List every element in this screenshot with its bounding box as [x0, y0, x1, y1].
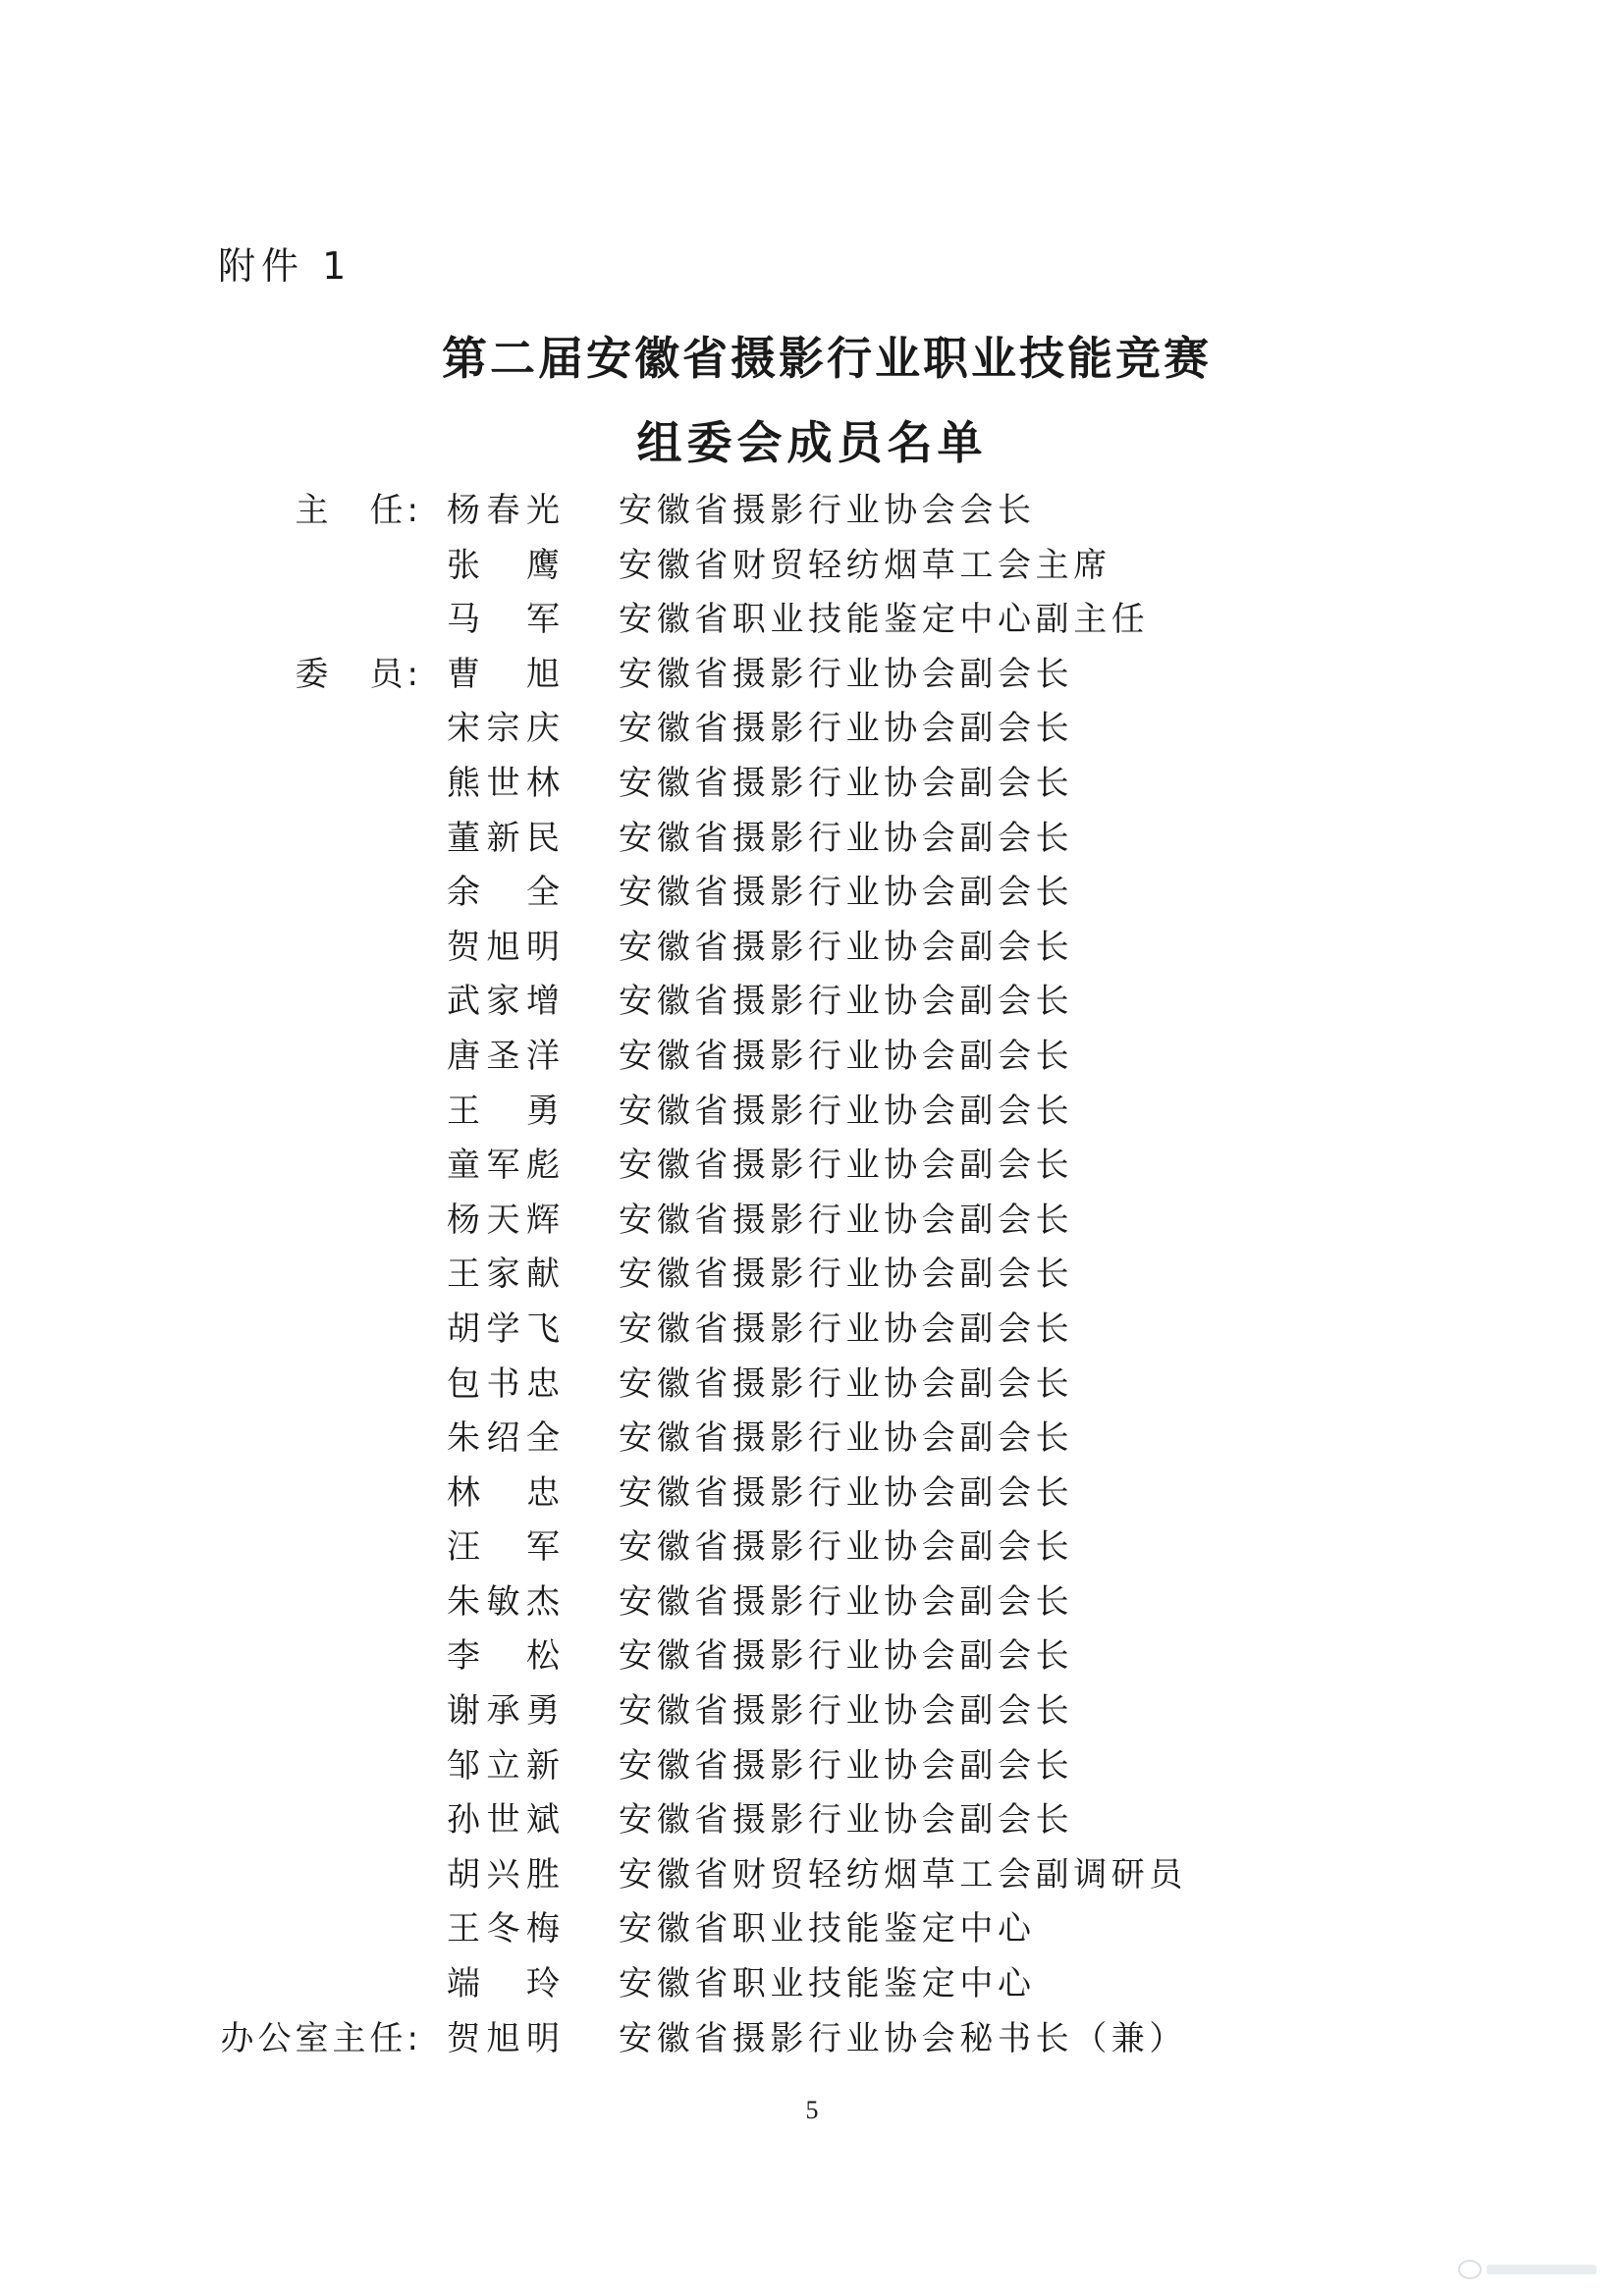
member-organization: 安徽省摄影行业协会副会长 — [619, 1146, 1074, 1186]
member-name: 王 勇 — [447, 1091, 560, 1131]
member-organization: 安徽省摄影行业协会副会长 — [619, 1800, 1074, 1841]
member-name: 童 军 彪 — [447, 1146, 560, 1186]
member-name: 熊 世 林 — [447, 763, 560, 803]
member-name: 杨 天 辉 — [447, 1200, 560, 1240]
roster-row — [0, 1745, 1624, 1804]
member-organization: 安徽省摄影行业协会会长 — [619, 491, 1036, 530]
roster-row — [0, 2018, 1624, 2077]
page-number: 5 — [805, 2096, 819, 2124]
member-name: 宋 宗 庆 — [447, 709, 560, 749]
roster-row — [0, 545, 1624, 604]
member-name: 余 全 — [447, 873, 560, 913]
roster-row — [0, 1091, 1624, 1149]
member-organization: 安徽省摄影行业协会副会长 — [619, 982, 1074, 1022]
roster-row — [0, 1363, 1624, 1422]
member-name: 马 军 — [447, 600, 560, 640]
roster-row — [0, 1200, 1624, 1258]
member-name: 包 书 忠 — [447, 1363, 560, 1404]
roster-row — [0, 1964, 1624, 2022]
member-name: 朱 绍 全 — [447, 1418, 560, 1459]
roster-row — [0, 600, 1624, 658]
roster-row — [0, 763, 1624, 822]
roster-row — [0, 1854, 1624, 1913]
member-organization: 安徽省摄影行业协会副会长 — [619, 1691, 1074, 1732]
member-name: 朱 敏 杰 — [447, 1581, 560, 1622]
member-organization: 安徽省摄影行业协会副会长 — [619, 1036, 1074, 1076]
member-organization: 安徽省摄影行业协会副会长 — [619, 818, 1074, 858]
document-title-line2: 组委会成员名单 — [636, 416, 988, 469]
member-organization: 安徽省摄影行业协会副会长 — [619, 1581, 1074, 1622]
member-organization: 安徽省摄影行业协会副会长 — [619, 654, 1074, 694]
member-organization: 安徽省摄影行业协会副会长 — [619, 1308, 1074, 1349]
roster-row — [0, 1581, 1624, 1640]
member-name: 王 冬 梅 — [447, 1909, 560, 1949]
member-name: 王 家 献 — [447, 1255, 560, 1295]
watermark-logo-icon — [1457, 2257, 1604, 2282]
member-role: 办公室主任: — [220, 2018, 422, 2058]
member-organization: 安徽省摄影行业协会副会长 — [619, 1527, 1074, 1568]
member-name: 贺 旭 明 — [447, 927, 560, 967]
member-organization: 安徽省摄影行业协会副会长 — [619, 1418, 1074, 1459]
roster-row — [0, 982, 1624, 1040]
roster-row — [0, 1472, 1624, 1531]
member-name: 杨 春 光 — [447, 491, 560, 530]
member-organization: 安徽省职业技能鉴定中心副主任 — [619, 600, 1150, 640]
member-organization: 安徽省摄影行业协会副会长 — [619, 709, 1074, 749]
member-organization: 安徽省摄影行业协会秘书长（兼） — [619, 2018, 1187, 2058]
roster-row — [0, 818, 1624, 877]
roster-row — [0, 1036, 1624, 1095]
member-name: 胡 学 飞 — [447, 1308, 560, 1349]
member-organization: 安徽省摄影行业协会副会长 — [619, 763, 1074, 803]
roster-row — [0, 1308, 1624, 1367]
member-organization: 安徽省摄影行业协会副会长 — [619, 1200, 1074, 1240]
member-organization: 安徽省摄影行业协会副会长 — [619, 1363, 1074, 1404]
member-name: 董 新 民 — [447, 818, 560, 858]
member-organization: 安徽省摄影行业协会副会长 — [619, 873, 1074, 913]
roster-row — [0, 1636, 1624, 1694]
roster-row — [0, 1909, 1624, 1967]
member-organization: 安徽省摄影行业协会副会长 — [619, 1472, 1074, 1513]
member-name: 贺 旭 明 — [447, 2018, 560, 2058]
roster-row — [0, 927, 1624, 986]
member-organization: 安徽省职业技能鉴定中心 — [619, 1964, 1036, 2004]
member-organization: 安徽省摄影行业协会副会长 — [619, 1091, 1074, 1131]
member-organization: 安徽省摄影行业协会副会长 — [619, 927, 1074, 967]
member-name: 谢 承 勇 — [447, 1691, 560, 1732]
member-name: 端 玲 — [447, 1964, 560, 2004]
member-name: 孙 世 斌 — [447, 1800, 560, 1841]
member-name: 邹 立 新 — [447, 1745, 560, 1786]
roster-row — [0, 1527, 1624, 1585]
member-name: 林 忠 — [447, 1472, 560, 1513]
roster-row — [0, 873, 1624, 931]
roster-row — [0, 1800, 1624, 1858]
member-roster — [0, 491, 1624, 2076]
member-organization: 安徽省摄影行业协会副会长 — [619, 1255, 1074, 1295]
member-name: 唐 圣 洋 — [447, 1036, 560, 1076]
roster-row — [0, 491, 1624, 549]
member-organization: 安徽省摄影行业协会副会长 — [619, 1745, 1074, 1786]
roster-row — [0, 1148, 1624, 1203]
roster-row — [0, 1257, 1624, 1312]
member-organization: 安徽省财贸轻纺烟草工会主席 — [619, 545, 1111, 585]
document-title-line1: 第二届安徽省摄影行业职业技能竞赛 — [442, 332, 1212, 385]
member-name: 曹 旭 — [447, 654, 560, 694]
roster-row — [0, 1691, 1624, 1749]
member-name: 胡 兴 胜 — [447, 1854, 560, 1895]
attachment-label: 附件 1 — [218, 244, 352, 288]
member-role: 主 任: — [295, 491, 422, 530]
roster-row — [0, 709, 1624, 767]
roster-row — [0, 654, 1624, 713]
member-organization: 安徽省财贸轻纺烟草工会副调研员 — [619, 1854, 1187, 1895]
member-name: 李 松 — [447, 1636, 560, 1677]
member-role: 委 员: — [295, 654, 422, 694]
member-name: 武 家 增 — [447, 982, 560, 1022]
member-name: 汪 军 — [447, 1527, 560, 1568]
roster-row — [0, 1418, 1624, 1476]
member-name: 张 鹰 — [447, 545, 560, 585]
member-organization: 安徽省摄影行业协会副会长 — [619, 1636, 1074, 1677]
member-organization: 安徽省职业技能鉴定中心 — [619, 1909, 1036, 1949]
